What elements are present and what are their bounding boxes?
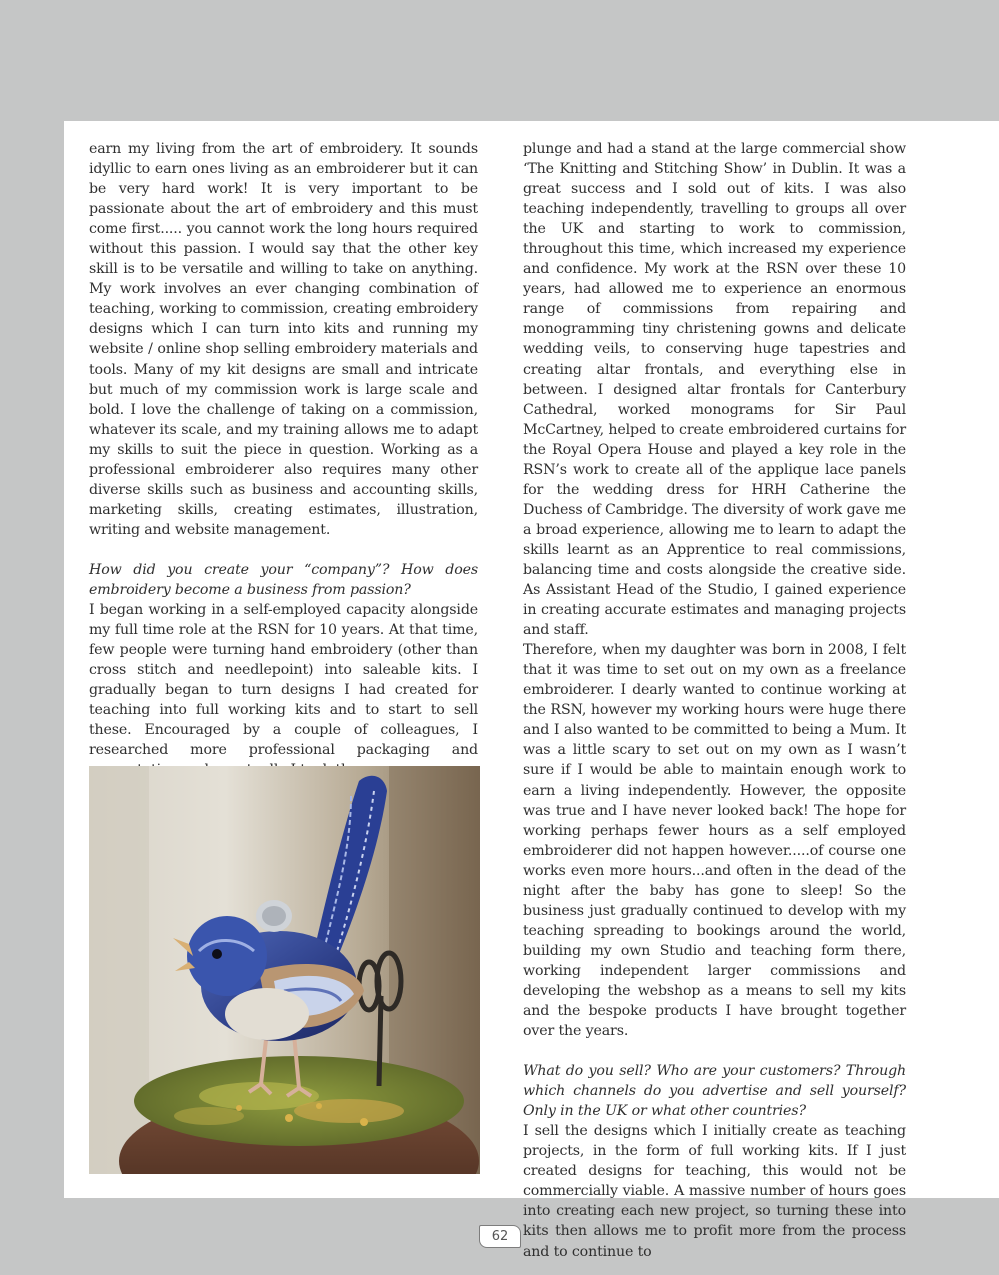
paragraph-kits: I sell the designs which I initially create as teaching projects, in the form of full working kits. If I just created designs for teaching, this would not be commercially viable. A massive number of hours goes into creating each new project, so turning these into kits then allows me to profit more from the process and to continue to	[523, 1123, 906, 1260]
interview-question-company: How did you create your “company”? How does embroidery become a business from passion?	[89, 561, 478, 598]
paragraph-knitting-stitching-show: plunge and had a stand at the large commercial show ‘The Knitting and Stitching Show’ in Dublin. It was a great success and I sold out of kits. I was also teaching independently, travelling to groups all over the UK and starting to work to commission, throughout this time, which increased my experience and confidence. My work at the RSN over these 10 years, had allowed me to experience an enormous range of commissions from repairing and monogramming tiny christening gowns and delicate wedding veils, to conserving huge tapestries and creating altar frontals, and everything else in between. I designed altar frontals for Canterbury Cathedral, worked monograms for Sir Paul McCartney, helped to create embroidered curtains for the Royal Opera House and played a key role in the RSN’s work to create all of the applique lace panels for the wedding dress for HRH Catherine the Duchess of Cambridge. The diversity of work gave me a broad experience, allowing me to learn to adapt the skills learnt as an Apprentice to real commissions, balancing time and costs alongside the creative side. As Assistant Head of the Studio, I gained experience in creating accurate estimates and managing projects and staff.	[523, 141, 906, 639]
paragraph-freelance: Therefore, when my daughter was born in 2008, I felt that it was time to set out on my own as a freelance embroiderer. I dearly wanted to continue working at the RSN, however my working hours were huge there and I also wanted to be committed to being a Mum. It was a little scary to set out on my own as I wasn’t sure if I would be able to maintain enough work to earn a living independently. However, the opposite was true and I have never looked back! The hope for working perhaps fewer hours as a self employed embroiderer did not happen however.....of course one works even more hours...and often in the dead of the night after the baby has gone to sleep! So the business just gradually continued to develop with my teaching spreading to bookings around the world, building my own Studio and teaching form there, working independent larger commissions and developing the webshop as a means to sell my kits and the bespoke products I have brought together over the years.	[523, 642, 906, 1040]
paragraph-gap	[89, 540, 478, 560]
paragraph-self-employed: I began working in a self-employed capacity alongside my full time role at the RSN for 10 years. At that time, few people were turning hand embroidery (other than cross stitch and needlepoint) into saleable kits. I gradually began to turn designs I had created for teaching into full working kits and to start to sell these. Encouraged by a couple of colleagues, I researched more professional packaging and	[89, 602, 478, 759]
right-column	[523, 139, 906, 1262]
page-number-tab: 62	[479, 1225, 521, 1248]
bird-sculpture-image	[89, 766, 480, 1174]
paragraph-career-skills: earn my living from the art of embroidery. It sounds idyllic to earn ones living as an embroiderer but it can be very hard work! It is very important to be passionate about the art of embroidery and this must come first..... you cannot work the long hours required without this passion. I would say that the other key skill is to be versatile and willing to take on anything. My work involves an ever changing combination of teaching, working to commission, creating embroidery designs which I can turn into kits and running my website / online shop selling embroidery materials and tools. Many of my kit designs are small and intricate but much of my commission work is large scale and bold. I love the challenge of taking on a commission, whatever its scale, and my training allows me to adapt my skills to suit the piece in question. Working as a professional embroiderer also requires many other diverse skills such as business and accounting skills, marketing skills, creating estimates, illustration, writing and website management.	[89, 141, 478, 538]
paragraph-gap	[523, 1041, 906, 1061]
left-column	[89, 139, 478, 780]
interview-question-sales: What do you sell? Who are your customers? Through which channels do you advertise and sell yourself? Only in the UK or what other countries?	[523, 1063, 906, 1120]
embroidered-bird-photo	[89, 766, 480, 1174]
